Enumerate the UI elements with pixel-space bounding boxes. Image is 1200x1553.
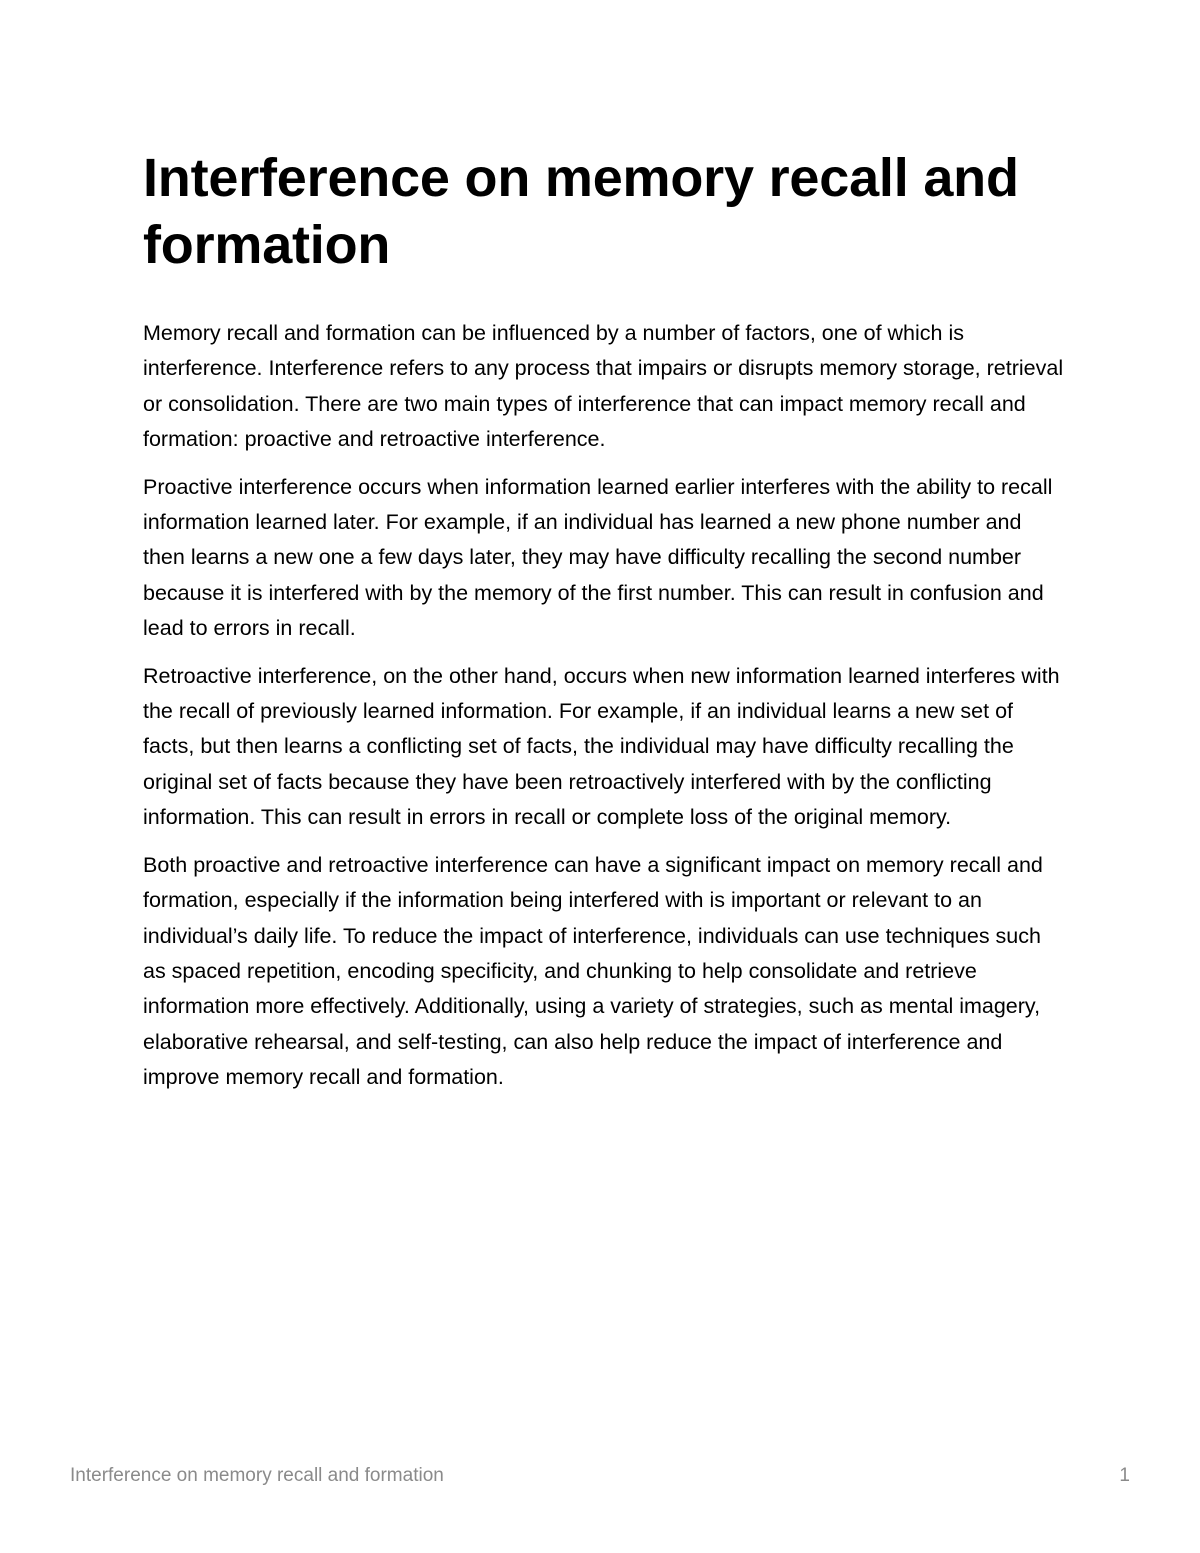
document-body (143, 145, 1068, 1108)
page-footer (70, 1465, 1130, 1491)
footer-title: Interference on memory recall and formation (70, 1465, 444, 1486)
paragraph-conclusion: Both proactive and retroactive interference can have a significant impact on memory recall and formation, especially if the information being interfered with is important or relevant to an individual’s daily life. To reduce the impact of interference, individuals can use techniques such as spaced repetition, encoding specificity, and chunking to help consolidate and retrieve information more effectively. Additionally, using a variety of strategies, such as mental imagery, elaborative rehearsal, and self-testing, can also help reduce the impact of interference and improve memory recall and formation. (143, 852, 1043, 1090)
paragraph-proactive: Proactive interference occurs when information learned earlier interferes with the ability to recall information learned later. For example, if an individual has learned a new phone number and then learns a new one a few days later, they may have difficulty recalling the second number because it is interfered with by the memory of the first number. This can result in confusion and lead to errors in recall. (143, 474, 1053, 641)
footer-page-number: 1 (1119, 1465, 1130, 1486)
paragraph-intro: Memory recall and formation can be influenced by a number of factors, one of which is interference. Interference refers to any process that impairs or disrupts memory storage, retrieval or consolidation. There are two main types of interference that can impact memory recall and formation: proactive and retroactive interference. (143, 321, 1064, 452)
document-title: Interference on memory recall and formation (143, 148, 1019, 275)
paragraph-retroactive: Retroactive interference, on the other hand, occurs when new information learned interferes with the recall of previously learned information. For example, if an individual learns a new set of facts, but then learns a conflicting set of facts, the individual may have difficulty recalling the original set of facts because they have been retroactively interfered with by the conflicting information. This can result in errors in recall or complete loss of the original memory. (143, 663, 1060, 830)
